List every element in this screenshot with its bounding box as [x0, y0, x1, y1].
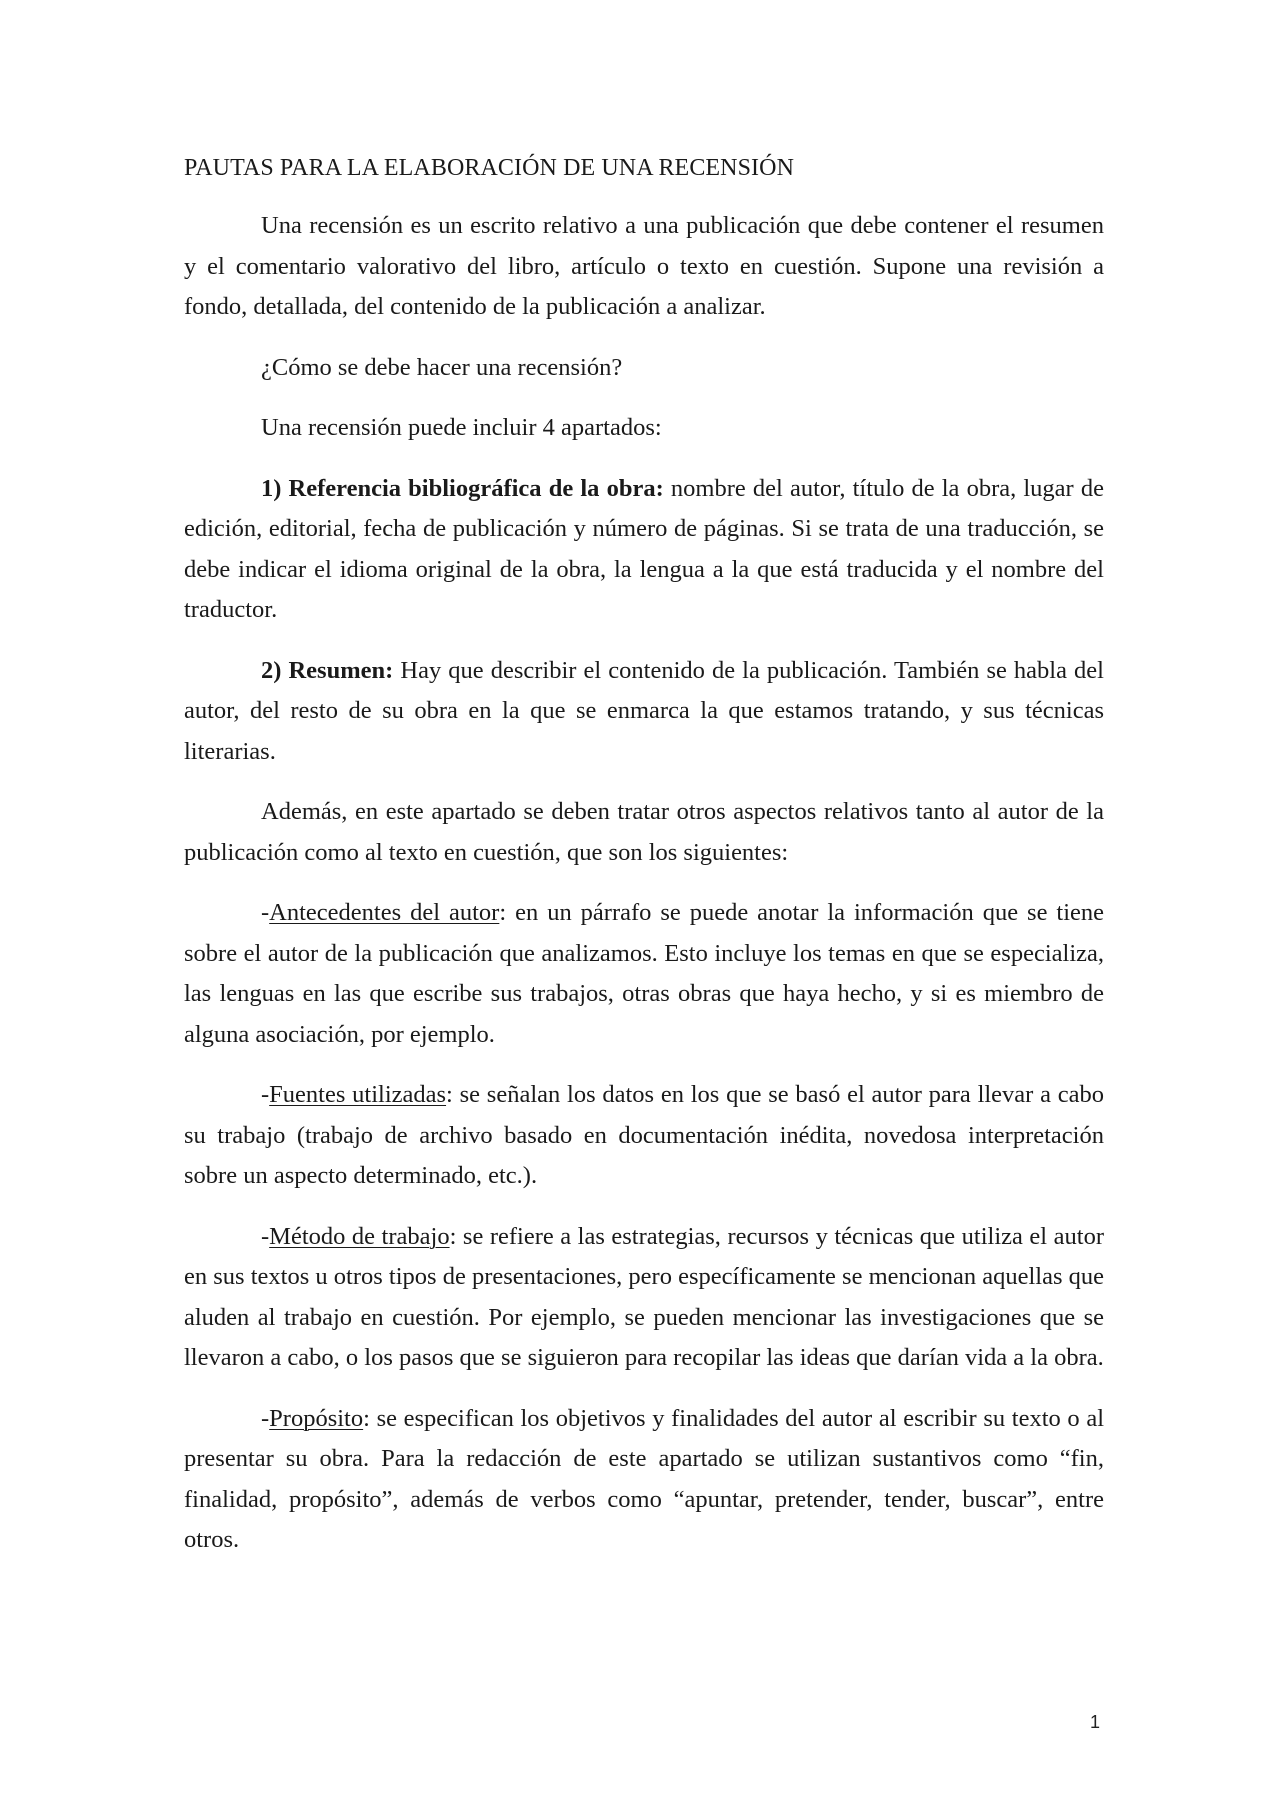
document-title: PAUTAS PARA LA ELABORACIÓN DE UNA RECENSIÓN — [184, 155, 795, 181]
item-text-metodo: : se refiere a las estrategias, recursos y técnicas que utiliza el autor en sus textos u otros tipos de presentaciones, pero específicamente se mencionan aquellas que aluden al trabajo en cuestión. Por ejemplo, se pueden mencionar las investigaciones que se llevaron a cabo, o los pasos que se siguieron para recopilar las ideas que darían vida a la obra. — [184, 1222, 1104, 1371]
item-text-fuentes: : se señalan los datos en los que se basó el autor para llevar a cabo su trabajo (trabajo de archivo basado en documentación inédita, novedosa interpretación sobre un aspecto determinado, etc.). — [184, 1081, 1104, 1189]
section-summary-heading: 2) Resumen: — [261, 656, 394, 684]
section-summary-text: Hay que describir el contenido de la publicación. También se habla del autor, del resto de su obra en la que se enmarca la que estamos tratando, y sus técnicas literarias. — [184, 656, 1104, 765]
item-prefix: - — [261, 1222, 270, 1250]
item-prefix: - — [261, 899, 270, 926]
question-paragraph: ¿Cómo se debe hacer una recensión? — [261, 353, 623, 381]
section-summary-paragraph — [184, 651, 1104, 773]
item-text-proposito: : se especifican los objetivos y finalidades del autor al escribir su texto o al presentar su obra. Para la redacción de este apartado se utilizan sustantivos como “fin, finalidad, propósito”, además de verbos como “apuntar, pretender, tender, buscar”, entre otros. — [184, 1404, 1104, 1553]
item-text-antecedentes: : en un párrafo se puede anotar la información que se tiene sobre el autor de la publicación que analizamos. Esto incluye los temas en que se especializa, las lenguas en las que escribe sus trabajos, otras obras que haya hecho, y si es miembro de alguna asociación, por ejemplo. — [184, 899, 1105, 1048]
item-antecedentes — [184, 893, 1104, 1055]
sections-intro-paragraph: Una recensión puede incluir 4 apartados: — [261, 414, 662, 441]
section-reference-heading: 1) Referencia bibliográfica de la obra: — [261, 474, 664, 502]
item-prefix: - — [261, 1404, 270, 1432]
item-fuentes — [184, 1075, 1104, 1197]
item-label-fuentes: Fuentes utilizadas — [269, 1081, 447, 1108]
intro-paragraph: Una recensión es un escrito relativo a una publicación que debe contener el resumen y el comentario valorativo del libro, artículo o texto en cuestión. Supone una revisión a fondo, detallada, del contenido de la publicación a analizar. — [184, 212, 1104, 320]
section-reference-paragraph — [184, 469, 1104, 631]
item-label-proposito: Propósito — [269, 1404, 364, 1432]
item-prefix: - — [261, 1081, 270, 1108]
section-reference-text: nombre del autor, título de la obra, lugar de edición, editorial, fecha de publicación y número de páginas. Si se trata de una traducción, se debe indicar el idioma original de la obra, la lengua a la que está traducida y el nombre del traductor. — [184, 474, 1104, 623]
item-label-metodo: Método de trabajo — [269, 1222, 450, 1250]
item-metodo — [184, 1217, 1104, 1379]
item-proposito — [184, 1399, 1104, 1561]
additional-paragraph: Además, en este apartado se deben tratar otros aspectos relativos tanto al autor de la publicación como al texto en cuestión, que son los siguientes: — [184, 798, 1104, 866]
page-number: 1 — [1090, 1712, 1101, 1732]
item-label-antecedentes: Antecedentes del autor — [269, 899, 500, 926]
document-body — [184, 148, 1104, 1581]
